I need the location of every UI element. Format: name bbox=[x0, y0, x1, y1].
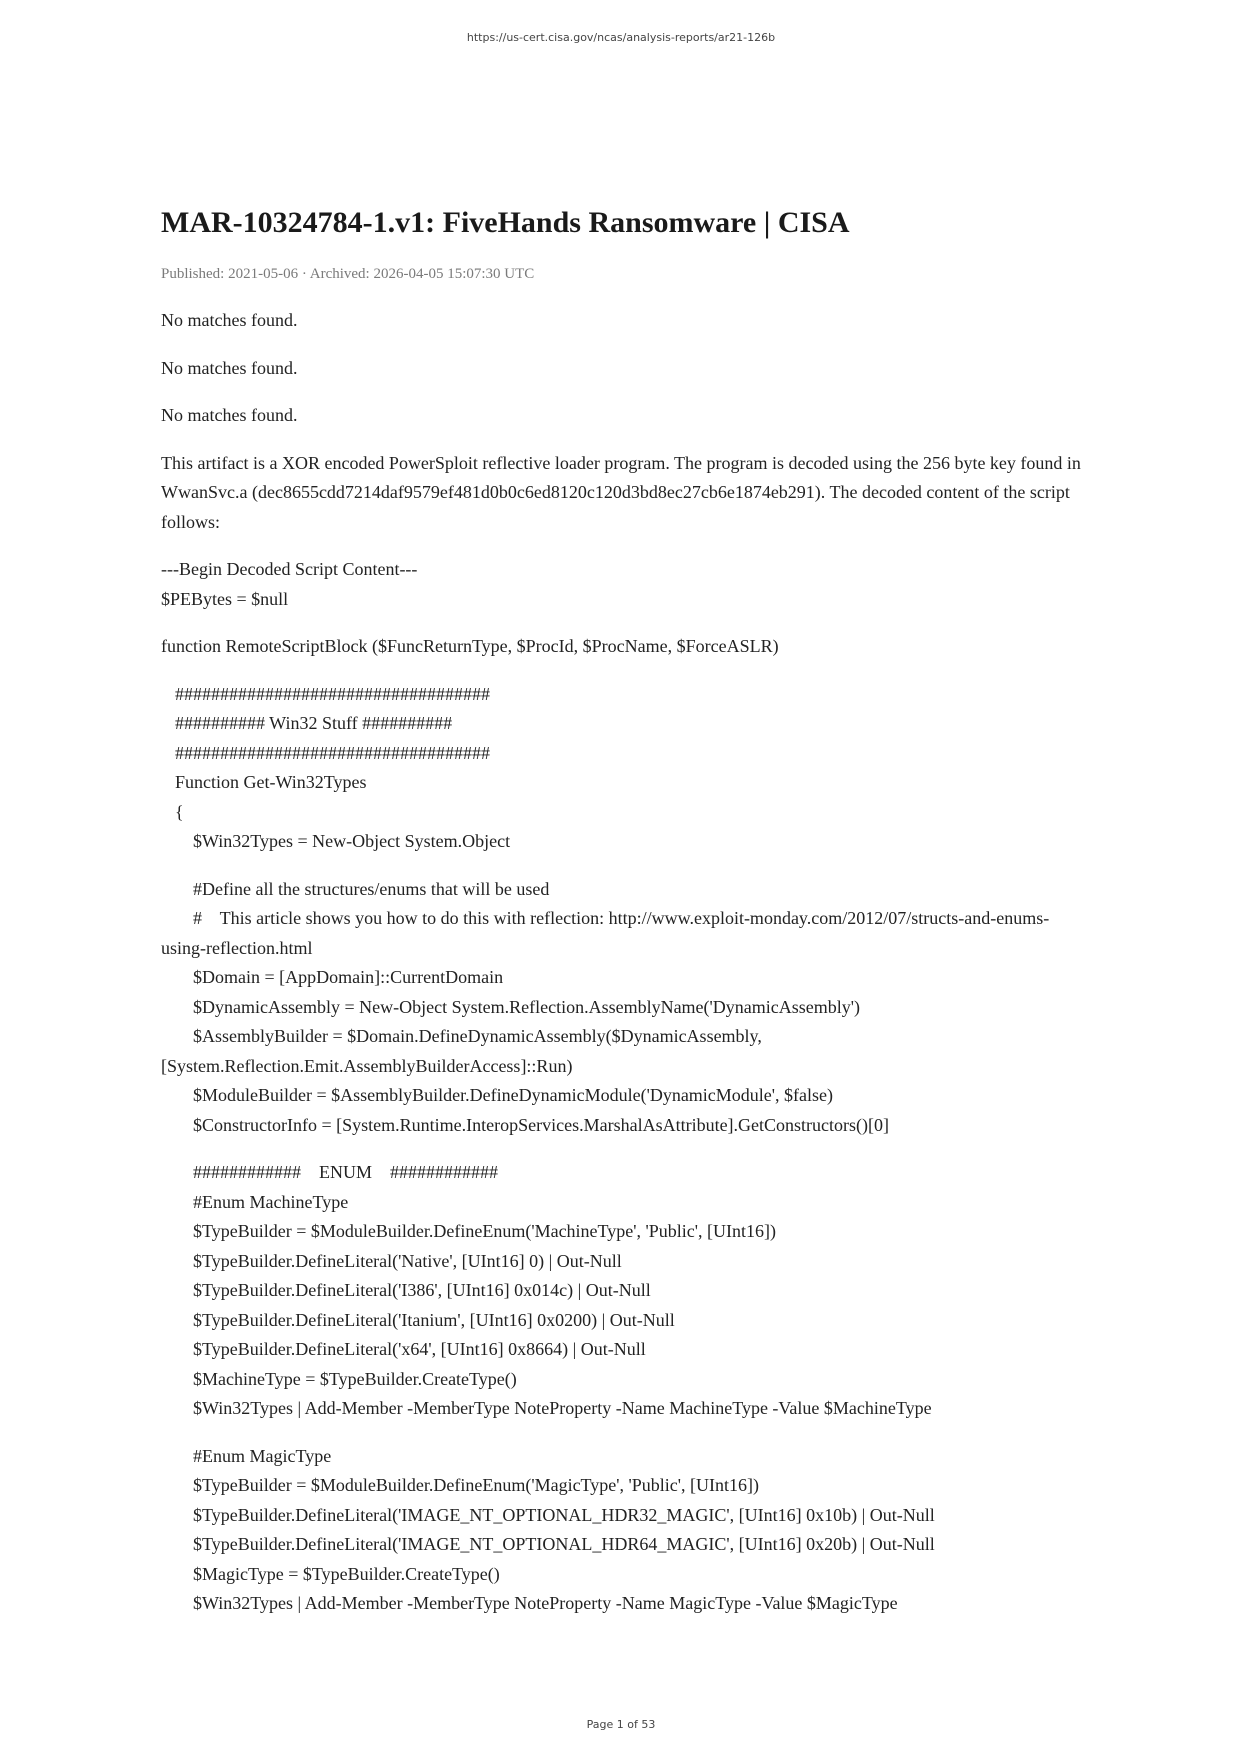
code-line: ############ ENUM ############ bbox=[193, 1162, 498, 1182]
document-body bbox=[161, 203, 1081, 1619]
win32-header-block bbox=[161, 680, 1081, 857]
code-line: #Enum MachineType bbox=[193, 1191, 349, 1212]
code-line: $MagicType = $TypeBuilder.CreateType() bbox=[193, 1563, 500, 1584]
no-matches-3: No matches found. bbox=[161, 405, 298, 425]
code-line: #Enum MagicType bbox=[193, 1445, 332, 1466]
code-line: $TypeBuilder = $ModuleBuilder.DefineEnum('MachineType', 'Public', [UInt16]) bbox=[193, 1221, 776, 1241]
page-number: Page 1 of 53 bbox=[586, 1718, 656, 1731]
code-line: [System.Reflection.Emit.AssemblyBuilderAccess]::Run) bbox=[161, 1055, 573, 1076]
code-line: ################################### bbox=[175, 742, 490, 763]
intro-paragraph: This artifact is a XOR encoded PowerSploit reflective loader program. The program is decoded using the 256 byte key found in WwanSvc.a (dec8655cdd7214daf9579ef481d0b0c6ed8120c120d3bd8ec27cb6e1874eb291). The decoded content of the script follows: bbox=[161, 452, 1081, 532]
page-title: MAR-10324784-1.v1: FiveHands Ransomware | CISA bbox=[161, 206, 850, 239]
no-matches-2: No matches found. bbox=[161, 357, 298, 378]
code-line: # This article shows you how to do this with reflection: http://www.exploit-monday.com/2012/07/structs-and-enums- bbox=[193, 908, 1050, 928]
code-line: using-reflection.html bbox=[161, 937, 313, 958]
script-pebytes-line: $PEBytes = $null bbox=[161, 588, 289, 609]
code-line: $MachineType = $TypeBuilder.CreateType() bbox=[193, 1368, 517, 1389]
code-line: $TypeBuilder.DefineLiteral('x64', [UInt16] 0x8664) | Out-Null bbox=[193, 1339, 646, 1359]
code-line: $TypeBuilder.DefineLiteral('Native', [UInt16] 0) | Out-Null bbox=[193, 1250, 622, 1271]
code-line: { bbox=[175, 801, 184, 822]
code-line: $ConstructorInfo = [System.Runtime.InteropServices.MarshalAsAttribute].GetConstructors()[0] bbox=[193, 1114, 890, 1135]
code-line: $TypeBuilder.DefineLiteral('Itanium', [UInt16] 0x0200) | Out-Null bbox=[193, 1309, 675, 1330]
code-line: $Win32Types = New-Object System.Object bbox=[193, 831, 511, 851]
enum-machinetype-block bbox=[161, 1158, 1081, 1424]
function-declaration: function RemoteScriptBlock ($FuncReturnType, $ProcId, $ProcName, $ForceASLR) bbox=[161, 636, 779, 656]
code-line: $Domain = [AppDomain]::CurrentDomain bbox=[193, 967, 504, 987]
code-line: $TypeBuilder.DefineLiteral('IMAGE_NT_OPTIONAL_HDR32_MAGIC', [UInt16] 0x10b) | Out-Null bbox=[193, 1504, 935, 1525]
code-line: ################################### bbox=[175, 683, 490, 704]
publish-meta: Published: 2021-05-06 · Archived: 2026-04-05 15:07:30 UTC bbox=[161, 266, 535, 282]
code-line: #Define all the structures/enums that will be used bbox=[193, 878, 550, 899]
header-url: https://us-cert.cisa.gov/ncas/analysis-reports/ar21-126b bbox=[466, 31, 776, 44]
code-line: $Win32Types | Add-Member -MemberType NoteProperty -Name MachineType -Value $MachineType bbox=[193, 1398, 932, 1418]
code-line: Function Get-Win32Types bbox=[175, 772, 367, 792]
code-line: $DynamicAssembly = New-Object System.Reflection.AssemblyName('DynamicAssembly') bbox=[193, 996, 861, 1017]
define-structures-block bbox=[161, 875, 1081, 1141]
code-line: $AssemblyBuilder = $Domain.DefineDynamicAssembly($DynamicAssembly, bbox=[193, 1026, 762, 1046]
code-line: ########## Win32 Stuff ########## bbox=[175, 713, 453, 733]
code-line: $TypeBuilder.DefineLiteral('I386', [UInt16] 0x014c) | Out-Null bbox=[193, 1280, 651, 1300]
code-line: $ModuleBuilder = $AssemblyBuilder.DefineDynamicModule('DynamicModule', $false) bbox=[193, 1085, 834, 1105]
enum-magictype-block bbox=[161, 1442, 1081, 1619]
code-line: $TypeBuilder = $ModuleBuilder.DefineEnum('MagicType', 'Public', [UInt16]) bbox=[193, 1475, 759, 1495]
script-begin-block bbox=[161, 555, 1081, 614]
code-line: $TypeBuilder.DefineLiteral('IMAGE_NT_OPTIONAL_HDR64_MAGIC', [UInt16] 0x20b) | Out-Null bbox=[193, 1534, 935, 1554]
no-matches-1: No matches found. bbox=[161, 310, 298, 330]
script-begin-line: ---Begin Decoded Script Content--- bbox=[161, 559, 418, 579]
code-line: $Win32Types | Add-Member -MemberType NoteProperty -Name MagicType -Value $MagicType bbox=[193, 1593, 898, 1613]
